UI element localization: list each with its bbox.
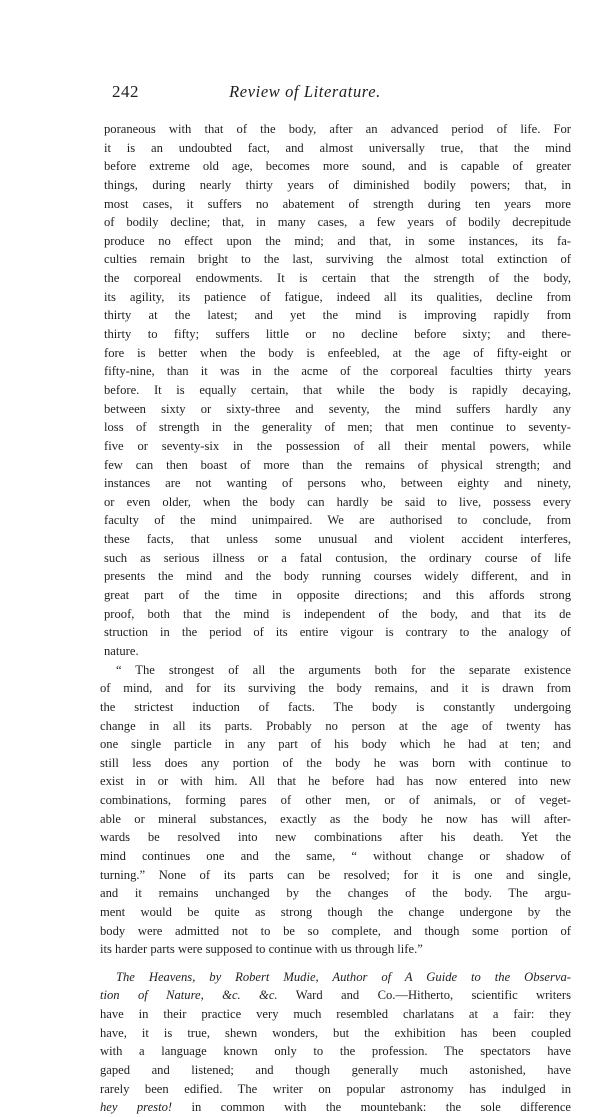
text-line: nature. [104,643,139,658]
text-line: great part of the time in opposite directions; and this affords strong [104,588,571,603]
text-line: and it remains unchanged by the changes of the body. The argu- [100,886,571,901]
text-line: five or seventy-six in the possession of all their mental powers, while [104,438,571,453]
text-line: the strictest induction of facts. The body is constantly undergoing [100,699,571,714]
text-line: able or mineral substances, exactly as the body he now has will after- [100,811,571,826]
text-line: thirty at the latest; and yet the mind is improving rapidly from [104,308,571,323]
text-line: with a language known only to the profession. The spectators have [100,1044,571,1059]
text-line: poraneous with that of the body, after an advanced period of life. For [104,122,571,136]
text-line: faculty of the mind unimpaired. We are authorised to conclude, from [104,513,571,528]
page-body [100,120,571,1117]
text-line: wards be resolved into new combinations after his death. Yet the [100,830,571,845]
text-line: its harder parts were supposed to continue with us through life.” [100,942,423,957]
text-line: exist in or with him. All that he before had has now entered into new [100,774,571,789]
text-line: “ The strongest of all the arguments both for the separate existence [116,662,571,677]
page-header [112,82,498,104]
text-line: produce no effect upon the mind; and that, in some instances, its fa- [104,233,571,248]
review-heading: The Heavens, by Robert Mudie, Author of A Guide to the Observa- [116,969,571,984]
text-line: struction in the period of its entire vigour is contrary to the analogy of [104,625,571,640]
section-gap [100,959,571,968]
text-line: turning.” None of its parts can be resolved; for it is one and single, [100,867,571,882]
text-line: gaped and listened; and though generally much astonished, have [100,1063,571,1078]
review-heading-italic: tion of Nature, &c. &c. [100,988,278,1003]
text-line: culties remain bright to the last, surviving the almost total extinction of [104,252,571,267]
text-line: have, it is true, shewn wonders, but the exhibition has been coupled [100,1025,571,1040]
running-title: Review of Literature. [229,82,381,101]
text-line: most cases, it suffers no abatement of strength during ten years more [104,196,571,211]
text-line: loss of strength in the generality of men; that men continue to seventy- [104,420,571,435]
review-publisher: Ward and Co.—Hitherto, scientific writers [277,988,571,1003]
text-line: instances are not wanting of persons who, between eighty and ninety, [104,476,571,491]
text-line: of mind, and for its surviving the body remains, and it is drawn from [100,681,571,696]
text-line: rarely been edified. The writer on popular astronomy has indulged in [100,1081,571,1096]
text-line: such as serious illness or a fatal contusion, the ordinary course of life [104,550,571,565]
text-line: fore is better when the body is enfeebled, at the age of fifty-eight or [104,345,571,360]
text-line: proof, both that the mind is independent of the body, and that its de [104,606,571,621]
review-heading-line [100,986,571,1005]
text-line: one single particle in any part of his body which he had at ten; and [100,737,571,752]
text-line: before extreme old age, becomes more sound, and is capable of greater [104,159,571,174]
text-line: things, during nearly thirty years of diminished bodily powers; that, in [104,177,571,192]
book-review [100,968,571,1117]
text-line: its agility, its patience of fatigue, indeed all its qualities, decline from [104,289,571,304]
text-line: of bodily decline; that, in many cases, a few years of bodily decrepitude [104,215,571,230]
text-line: combinations, forming pares of other men, or of animals, or of veget- [100,793,571,808]
text-line: mind continues one and the same, “ without change or shadow of [100,848,571,863]
text-line: still less does any portion of the body he was born with continue to [100,755,571,770]
text-line: these facts, that unless some unusual and violent accident interferes, [104,532,571,547]
text-line: have in their practice very much resembled charlatans at a fair: they [100,1007,571,1022]
text-line: change in all its parts. Probably no person at the age of twenty has [100,718,571,733]
text-line: before. It is equally certain, that while the body is rapidly decaying, [104,382,571,397]
text-line: between sixty or sixty-three and seventy, the mind suffers hardly any [104,401,571,416]
italic-phrase: hey presto! [100,1100,173,1115]
text-line: fifty-nine, than it was in the acme of the corporeal faculties thirty years [104,364,571,379]
text-line: few can then boast of more than the remains of physical strength; and [104,457,571,472]
paragraph-2 [100,661,571,959]
paragraph-1 [100,120,571,661]
text-line: ment would be quite as strong though the change undergone by the [100,904,571,919]
text-fragment: in common with the mountebank: the sole difference [172,1100,572,1115]
text-line [100,1098,571,1117]
text-line: thirty to fifty; suffers little or no decline before sixty; and there- [104,327,571,342]
text-line: presents the mind and the body running courses widely different, and in [104,569,571,584]
text-line: or even older, when the body can hardly be said to live, possess every [104,494,571,509]
page-number: 242 [112,82,139,101]
text-line: it is an undoubted fact, and almost universally true, that the mind [104,140,571,155]
text-line: the corporeal endowments. It is certain that the strength of the body, [104,271,571,286]
text-line: body were admitted not to be so complete, and though some portion of [100,923,571,938]
